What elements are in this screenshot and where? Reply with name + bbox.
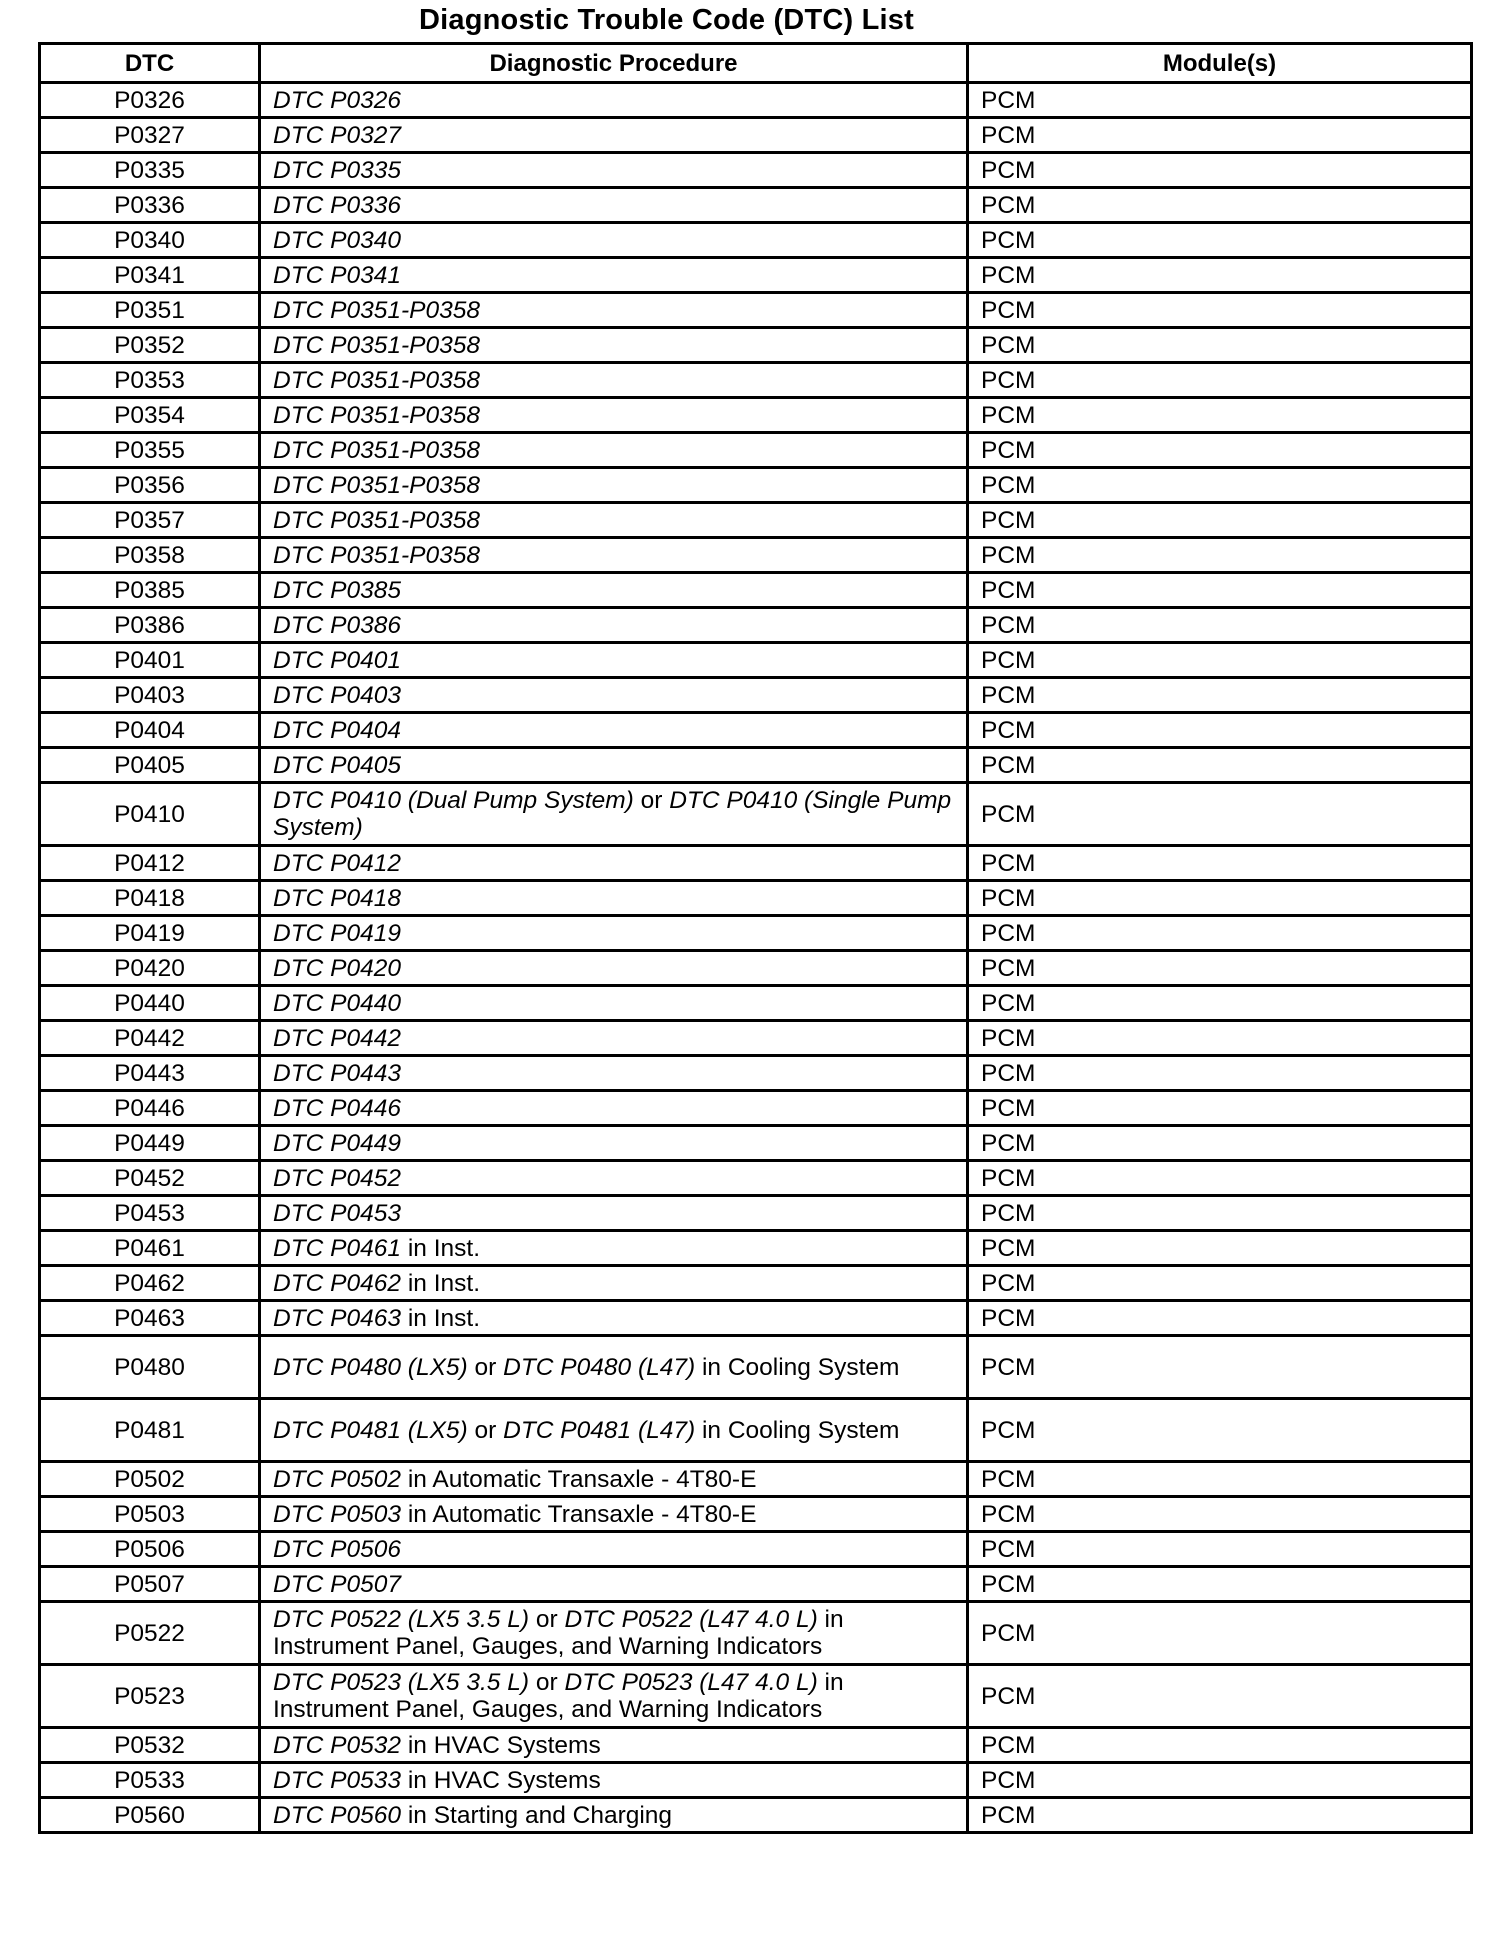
table-row [40, 1196, 1472, 1231]
dtc-code-cell: P0357 [40, 503, 260, 538]
module-cell: PCM [968, 328, 1472, 363]
procedure-reference-link: DTC P0403 [273, 681, 402, 709]
table-row [40, 1532, 1472, 1567]
procedure-reference-link: DTC P0446 [273, 1094, 402, 1122]
procedure-text: or [529, 1669, 565, 1696]
dtc-code-cell: P0452 [40, 1161, 260, 1196]
module-cell: PCM [968, 1602, 1472, 1665]
module-cell: PCM [968, 608, 1472, 643]
table-row [40, 1399, 1472, 1462]
dtc-code-cell: P0341 [40, 258, 260, 293]
procedure-reference-link: DTC P0340 [273, 226, 402, 254]
diagnostic-procedure-cell [260, 363, 968, 398]
module-cell: PCM [968, 1231, 1472, 1266]
table-row [40, 678, 1472, 713]
module-cell: PCM [968, 1196, 1472, 1231]
dtc-code-cell: P0453 [40, 1196, 260, 1231]
module-cell: PCM [968, 1266, 1472, 1301]
procedure-reference-link: DTC P0420 [273, 954, 402, 982]
procedure-reference-link: DTC P0503 [273, 1500, 402, 1528]
procedure-text: in HVAC Systems [401, 1731, 601, 1759]
dtc-code-cell: P0442 [40, 1021, 260, 1056]
module-cell: PCM [968, 678, 1472, 713]
diagnostic-procedure-cell [260, 986, 968, 1021]
dtc-code-cell: P0480 [40, 1336, 260, 1399]
module-cell: PCM [968, 1665, 1472, 1728]
table-row [40, 468, 1472, 503]
diagnostic-procedure-cell [260, 1231, 968, 1266]
diagnostic-procedure-cell [260, 678, 968, 713]
procedure-reference-link: DTC P0351-P0358 [273, 506, 481, 534]
procedure-reference-link: DTC P0532 [273, 1731, 402, 1759]
table-row [40, 1161, 1472, 1196]
header-dtc: DTC [40, 44, 260, 83]
table-row [40, 1665, 1472, 1728]
dtc-code-cell: P0354 [40, 398, 260, 433]
diagnostic-procedure-cell [260, 846, 968, 881]
module-cell: PCM [968, 573, 1472, 608]
diagnostic-procedure-cell [260, 748, 968, 783]
diagnostic-procedure-cell [260, 1462, 968, 1497]
table-header-row [40, 44, 1472, 83]
module-cell: PCM [968, 1161, 1472, 1196]
module-cell: PCM [968, 363, 1472, 398]
module-cell: PCM [968, 1497, 1472, 1532]
module-cell: PCM [968, 1126, 1472, 1161]
table-row [40, 1021, 1472, 1056]
procedure-reference-link: DTC P0481 (L47) [503, 1416, 696, 1444]
diagnostic-procedure-cell [260, 573, 968, 608]
dtc-code-cell: P0335 [40, 153, 260, 188]
dtc-code-cell: P0440 [40, 986, 260, 1021]
diagnostic-procedure-cell [260, 83, 968, 118]
table-row [40, 118, 1472, 153]
procedure-reference-link: DTC P0335 [273, 156, 402, 184]
table-row [40, 1462, 1472, 1497]
table-row [40, 1301, 1472, 1336]
module-cell: PCM [968, 951, 1472, 986]
header-modules: Module(s) [968, 44, 1472, 83]
table-row [40, 328, 1472, 363]
procedure-reference-link: DTC P0506 [273, 1535, 402, 1563]
module-cell: PCM [968, 916, 1472, 951]
procedure-text: in Automatic Transaxle - 4T80-E [401, 1500, 757, 1528]
table-row [40, 398, 1472, 433]
table-row [40, 1602, 1472, 1665]
procedure-reference-link: DTC P0560 [273, 1801, 402, 1829]
table-row [40, 503, 1472, 538]
procedure-reference-link: DTC P0480 (LX5) [273, 1353, 468, 1381]
table-row [40, 1056, 1472, 1091]
diagnostic-procedure-cell [260, 1301, 968, 1336]
diagnostic-procedure-cell [260, 1161, 968, 1196]
procedure-text: in Instrument Panel, Gauges, and Warning Indicators [273, 1669, 844, 1723]
procedure-reference-link: DTC P0351-P0358 [273, 436, 481, 464]
diagnostic-procedure-cell [260, 1497, 968, 1532]
dtc-code-cell: P0502 [40, 1462, 260, 1497]
procedure-reference-link: DTC P0418 [273, 884, 402, 912]
procedure-reference-link: DTC P0341 [273, 261, 402, 289]
module-cell: PCM [968, 1763, 1472, 1798]
table-row [40, 1231, 1472, 1266]
table-row [40, 643, 1472, 678]
diagnostic-procedure-cell [260, 188, 968, 223]
table-row [40, 881, 1472, 916]
module-cell: PCM [968, 783, 1472, 846]
table-row [40, 1266, 1472, 1301]
diagnostic-procedure-cell [260, 1567, 968, 1602]
module-cell: PCM [968, 1728, 1472, 1763]
diagnostic-procedure-cell [260, 1532, 968, 1567]
procedure-text: in Instrument Panel, Gauges, and Warning Indicators [273, 1606, 844, 1660]
dtc-code-cell: P0419 [40, 916, 260, 951]
procedure-reference-link: DTC P0351-P0358 [273, 401, 481, 429]
table-row [40, 713, 1472, 748]
procedure-reference-link: DTC P0522 (LX5 3.5 L) [273, 1606, 530, 1633]
diagnostic-procedure-cell [260, 1336, 968, 1399]
table-row [40, 951, 1472, 986]
diagnostic-procedure-cell [260, 538, 968, 573]
procedure-reference-link: DTC P0326 [273, 86, 402, 114]
dtc-code-cell: P0326 [40, 83, 260, 118]
table-row [40, 608, 1472, 643]
procedure-reference-link: DTC P0351-P0358 [273, 541, 481, 569]
procedure-text: in HVAC Systems [401, 1766, 601, 1794]
module-cell: PCM [968, 881, 1472, 916]
module-cell: PCM [968, 1567, 1472, 1602]
table-row [40, 1497, 1472, 1532]
dtc-code-cell: P0355 [40, 433, 260, 468]
module-cell: PCM [968, 846, 1472, 881]
diagnostic-procedure-cell [260, 1728, 968, 1763]
procedure-reference-link: DTC P0462 [273, 1269, 402, 1297]
table-row [40, 433, 1472, 468]
module-cell: PCM [968, 258, 1472, 293]
header-diagnostic-procedure: Diagnostic Procedure [260, 44, 968, 83]
module-cell: PCM [968, 1056, 1472, 1091]
procedure-reference-link: DTC P0523 (LX5 3.5 L) [273, 1669, 530, 1696]
diagnostic-procedure-cell [260, 153, 968, 188]
procedure-text: in Automatic Transaxle - 4T80-E [401, 1465, 757, 1493]
procedure-text: in Inst. [401, 1269, 480, 1297]
dtc-code-cell: P0507 [40, 1567, 260, 1602]
procedure-reference-link: DTC P0412 [273, 849, 402, 877]
diagnostic-procedure-cell [260, 118, 968, 153]
dtc-code-cell: P0405 [40, 748, 260, 783]
procedure-reference-link: DTC P0351-P0358 [273, 471, 481, 499]
module-cell: PCM [968, 713, 1472, 748]
dtc-code-cell: P0532 [40, 1728, 260, 1763]
dtc-code-cell: P0404 [40, 713, 260, 748]
procedure-text: in Inst. [401, 1304, 480, 1332]
dtc-code-cell: P0353 [40, 363, 260, 398]
dtc-code-cell: P0523 [40, 1665, 260, 1728]
procedure-reference-link: DTC P0443 [273, 1059, 402, 1087]
procedure-reference-link: DTC P0404 [273, 716, 402, 744]
procedure-text: or [529, 1606, 565, 1633]
table-row [40, 986, 1472, 1021]
diagnostic-procedure-cell [260, 433, 968, 468]
table-row [40, 1567, 1472, 1602]
diagnostic-procedure-cell [260, 881, 968, 916]
dtc-code-cell: P0401 [40, 643, 260, 678]
dtc-code-cell: P0522 [40, 1602, 260, 1665]
procedure-reference-link: DTC P0442 [273, 1024, 402, 1052]
table-row [40, 188, 1472, 223]
dtc-code-cell: P0420 [40, 951, 260, 986]
diagnostic-procedure-cell [260, 1091, 968, 1126]
table-row [40, 1798, 1472, 1833]
procedure-reference-link: DTC P0410 (Dual Pump System) [273, 787, 634, 814]
module-cell: PCM [968, 83, 1472, 118]
dtc-code-cell: P0356 [40, 468, 260, 503]
module-cell: PCM [968, 1532, 1472, 1567]
procedure-text: in Cooling System [695, 1416, 900, 1444]
module-cell: PCM [968, 1021, 1472, 1056]
table-row [40, 916, 1472, 951]
table-row [40, 748, 1472, 783]
module-cell: PCM [968, 986, 1472, 1021]
diagnostic-procedure-cell [260, 293, 968, 328]
table-row [40, 153, 1472, 188]
dtc-code-cell: P0560 [40, 1798, 260, 1833]
module-cell: PCM [968, 433, 1472, 468]
table-row [40, 846, 1472, 881]
diagnostic-procedure-cell [260, 1399, 968, 1462]
module-cell: PCM [968, 1798, 1472, 1833]
table-row [40, 223, 1472, 258]
diagnostic-procedure-cell [260, 608, 968, 643]
diagnostic-procedure-cell [260, 1056, 968, 1091]
table-row [40, 573, 1472, 608]
procedure-reference-link: DTC P0419 [273, 919, 402, 947]
module-cell: PCM [968, 748, 1472, 783]
dtc-code-cell: P0336 [40, 188, 260, 223]
dtc-code-cell: P0403 [40, 678, 260, 713]
table-row [40, 1091, 1472, 1126]
dtc-code-cell: P0418 [40, 881, 260, 916]
dtc-code-cell: P0463 [40, 1301, 260, 1336]
diagnostic-procedure-cell [260, 1602, 968, 1665]
module-cell: PCM [968, 293, 1472, 328]
dtc-code-cell: P0461 [40, 1231, 260, 1266]
procedure-reference-link: DTC P0502 [273, 1465, 402, 1493]
procedure-reference-link: DTC P0453 [273, 1199, 402, 1227]
procedure-reference-link: DTC P0440 [273, 989, 402, 1017]
dtc-code-cell: P0412 [40, 846, 260, 881]
diagnostic-procedure-cell [260, 783, 968, 846]
dtc-code-cell: P0506 [40, 1532, 260, 1567]
procedure-text: or [467, 1416, 504, 1444]
procedure-reference-link: DTC P0452 [273, 1164, 402, 1192]
procedure-text: or [467, 1353, 504, 1381]
procedure-text: or [633, 787, 670, 814]
table-row [40, 1763, 1472, 1798]
table-row [40, 783, 1472, 846]
diagnostic-procedure-cell [260, 951, 968, 986]
diagnostic-procedure-cell [260, 223, 968, 258]
dtc-code-cell: P0462 [40, 1266, 260, 1301]
table-row [40, 1336, 1472, 1399]
module-cell: PCM [968, 118, 1472, 153]
dtc-code-cell: P0533 [40, 1763, 260, 1798]
module-cell: PCM [968, 188, 1472, 223]
dtc-code-cell: P0446 [40, 1091, 260, 1126]
diagnostic-procedure-cell [260, 1798, 968, 1833]
module-cell: PCM [968, 1336, 1472, 1399]
module-cell: PCM [968, 1462, 1472, 1497]
table-row [40, 1728, 1472, 1763]
table-row [40, 538, 1472, 573]
procedure-reference-link: DTC P0386 [273, 611, 402, 639]
procedure-reference-link: DTC P0351-P0358 [273, 366, 481, 394]
module-cell: PCM [968, 223, 1472, 258]
dtc-code-cell: P0352 [40, 328, 260, 363]
module-cell: PCM [968, 1301, 1472, 1336]
dtc-code-cell: P0358 [40, 538, 260, 573]
procedure-reference-link: DTC P0461 [273, 1234, 402, 1262]
table-body [40, 83, 1472, 1833]
dtc-table [38, 42, 1473, 1834]
procedure-reference-link: DTC P0523 (L47 4.0 L) [564, 1669, 818, 1696]
module-cell: PCM [968, 643, 1472, 678]
module-cell: PCM [968, 398, 1472, 433]
table-row [40, 1126, 1472, 1161]
dtc-code-cell: P0503 [40, 1497, 260, 1532]
procedure-text: in Cooling System [695, 1353, 900, 1381]
procedure-reference-link: DTC P0327 [273, 121, 402, 149]
table-row [40, 258, 1472, 293]
diagnostic-procedure-cell [260, 328, 968, 363]
procedure-text: in Starting and Charging [401, 1801, 673, 1829]
diagnostic-procedure-cell [260, 398, 968, 433]
module-cell: PCM [968, 468, 1472, 503]
procedure-reference-link: DTC P0351-P0358 [273, 296, 481, 324]
dtc-code-cell: P0386 [40, 608, 260, 643]
dtc-code-cell: P0340 [40, 223, 260, 258]
dtc-code-cell: P0351 [40, 293, 260, 328]
dtc-code-cell: P0449 [40, 1126, 260, 1161]
diagnostic-procedure-cell [260, 258, 968, 293]
dtc-code-cell: P0443 [40, 1056, 260, 1091]
procedure-reference-link: DTC P0401 [273, 646, 402, 674]
diagnostic-procedure-cell [260, 468, 968, 503]
dtc-code-cell: P0410 [40, 783, 260, 846]
procedure-reference-link: DTC P0533 [273, 1766, 402, 1794]
procedure-reference-link: DTC P0522 (L47 4.0 L) [564, 1606, 818, 1633]
diagnostic-procedure-cell [260, 1126, 968, 1161]
procedure-reference-link: DTC P0463 [273, 1304, 402, 1332]
procedure-reference-link: DTC P0481 (LX5) [273, 1416, 468, 1444]
diagnostic-procedure-cell [260, 1196, 968, 1231]
diagnostic-procedure-cell [260, 713, 968, 748]
table-row [40, 83, 1472, 118]
procedure-reference-link: DTC P0336 [273, 191, 402, 219]
diagnostic-procedure-cell [260, 643, 968, 678]
diagnostic-procedure-cell [260, 1266, 968, 1301]
dtc-code-cell: P0481 [40, 1399, 260, 1462]
diagnostic-procedure-cell [260, 916, 968, 951]
module-cell: PCM [968, 503, 1472, 538]
table-row [40, 293, 1472, 328]
page-title: Diagnostic Trouble Code (DTC) List [419, 4, 914, 36]
dtc-code-cell: P0385 [40, 573, 260, 608]
table-row [40, 363, 1472, 398]
procedure-reference-link: DTC P0385 [273, 576, 402, 604]
module-cell: PCM [968, 1091, 1472, 1126]
procedure-reference-link: DTC P0410 (Single Pump System) [273, 787, 952, 841]
procedure-reference-link: DTC P0351-P0358 [273, 331, 481, 359]
diagnostic-procedure-cell [260, 1665, 968, 1728]
procedure-reference-link: DTC P0405 [273, 751, 402, 779]
dtc-code-cell: P0327 [40, 118, 260, 153]
diagnostic-procedure-cell [260, 1763, 968, 1798]
procedure-text: in Inst. [401, 1234, 480, 1262]
module-cell: PCM [968, 1399, 1472, 1462]
diagnostic-procedure-cell [260, 503, 968, 538]
module-cell: PCM [968, 153, 1472, 188]
procedure-reference-link: DTC P0480 (L47) [503, 1353, 696, 1381]
module-cell: PCM [968, 538, 1472, 573]
diagnostic-procedure-cell [260, 1021, 968, 1056]
procedure-reference-link: DTC P0507 [273, 1570, 402, 1598]
procedure-reference-link: DTC P0449 [273, 1129, 402, 1157]
